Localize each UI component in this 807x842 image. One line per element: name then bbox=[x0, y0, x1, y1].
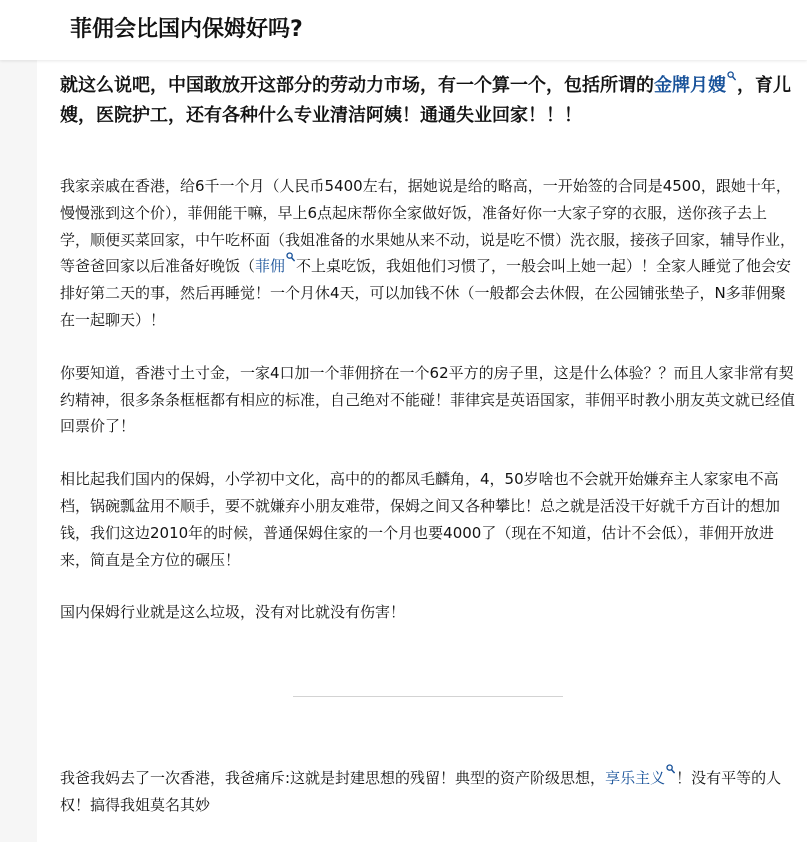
search-icon[interactable] bbox=[286, 254, 295, 265]
lead-text-after: ，育儿嫂，医院护工，还有各种什么专业清洁阿姨！通通失业回家！！！ bbox=[60, 75, 791, 126]
search-icon[interactable] bbox=[727, 73, 736, 84]
link-jinpai-yuesao[interactable]: 金牌月嫂 bbox=[654, 75, 726, 96]
question-title[interactable]: 菲佣会比国内保姆好吗? bbox=[70, 17, 303, 42]
answer-lead bbox=[60, 71, 797, 131]
page-header bbox=[0, 0, 807, 60]
answer-paragraph-3: 相比起我们国内的保姆，小学初中文化，高中的的都凤毛麟角，4，50岁啥也不会就开始嫌弃主人家家电不高档，锅碗瓢盆用不顺手，要不就嫌弃小朋友难带，保姆之间又各种攀比！总之就是活没干好就千方百计的想加钱，我们这边2010年的时候，普通保姆住家的一个月也要4000了（现在不知道，估计不会低），菲佣开放进来，简直是全方位的碾压！ bbox=[60, 470, 781, 569]
answer-content bbox=[60, 60, 797, 626]
link-xiangle-zhuyi[interactable]: 享乐主义 bbox=[605, 769, 666, 787]
lead-text-before: 就这么说吧，中国敢放开这部分的劳动力市场，有一个算一个，包括所谓的 bbox=[60, 75, 654, 96]
section-divider bbox=[293, 696, 563, 697]
answer-paragraph-4: 国内保姆行业就是这么垃圾，没有对比就没有伤害！ bbox=[60, 603, 406, 622]
search-icon[interactable] bbox=[666, 766, 675, 777]
link-feiyong[interactable]: 菲佣 bbox=[255, 257, 286, 276]
p5-text-after: ！没有平等的人权！搞得我姐莫名其妙 bbox=[60, 769, 782, 814]
answer-paragraph-5 bbox=[60, 765, 797, 819]
p1-text-before: 我家亲戚在香港，给6千一个月（人民币5400左右，据她说是给的略高，一开始签的合同是4500，跟她十年，慢慢涨到这个价），菲佣能干嘛，早上6点起床帮你全家做好饭，准备好你一大家子穿的衣服，送你孩子去上学，顺便买菜回家，中午吃杯面（我姐准备的水果她从来不动，说是吃不惯）洗衣服，接孩子回家，辅导作业，等爸爸回家以后准备好晚饭（ bbox=[60, 177, 796, 276]
p5-text-before: 我爸我妈去了一次香港，我爸痛斥:这就是封建思想的残留！典型的资产阶级思想， bbox=[60, 769, 606, 787]
answer-card bbox=[37, 60, 807, 842]
answer-paragraph-2: 你要知道，香港寸土寸金，一家4口加一个菲佣挤在一个62平方的房子里，这是什么体验？？而且人家非常有契约精神，很多条条框框都有相应的标准，自己绝对不能碰！菲律宾是英语国家，菲佣平时教小朋友英文就已经值回票价了！ bbox=[60, 363, 796, 436]
p1-text-after: 不上桌吃饭，我姐他们习惯了，一般会叫上她一起）！全家人睡觉了他会安排好第二天的事，然后再睡觉！一个月休4天，可以加钱不休（一般都会去休假，在公园铺张垫子，N多菲佣聚在一起聊天）！ bbox=[60, 257, 792, 329]
answer-paragraph-1 bbox=[60, 173, 797, 334]
